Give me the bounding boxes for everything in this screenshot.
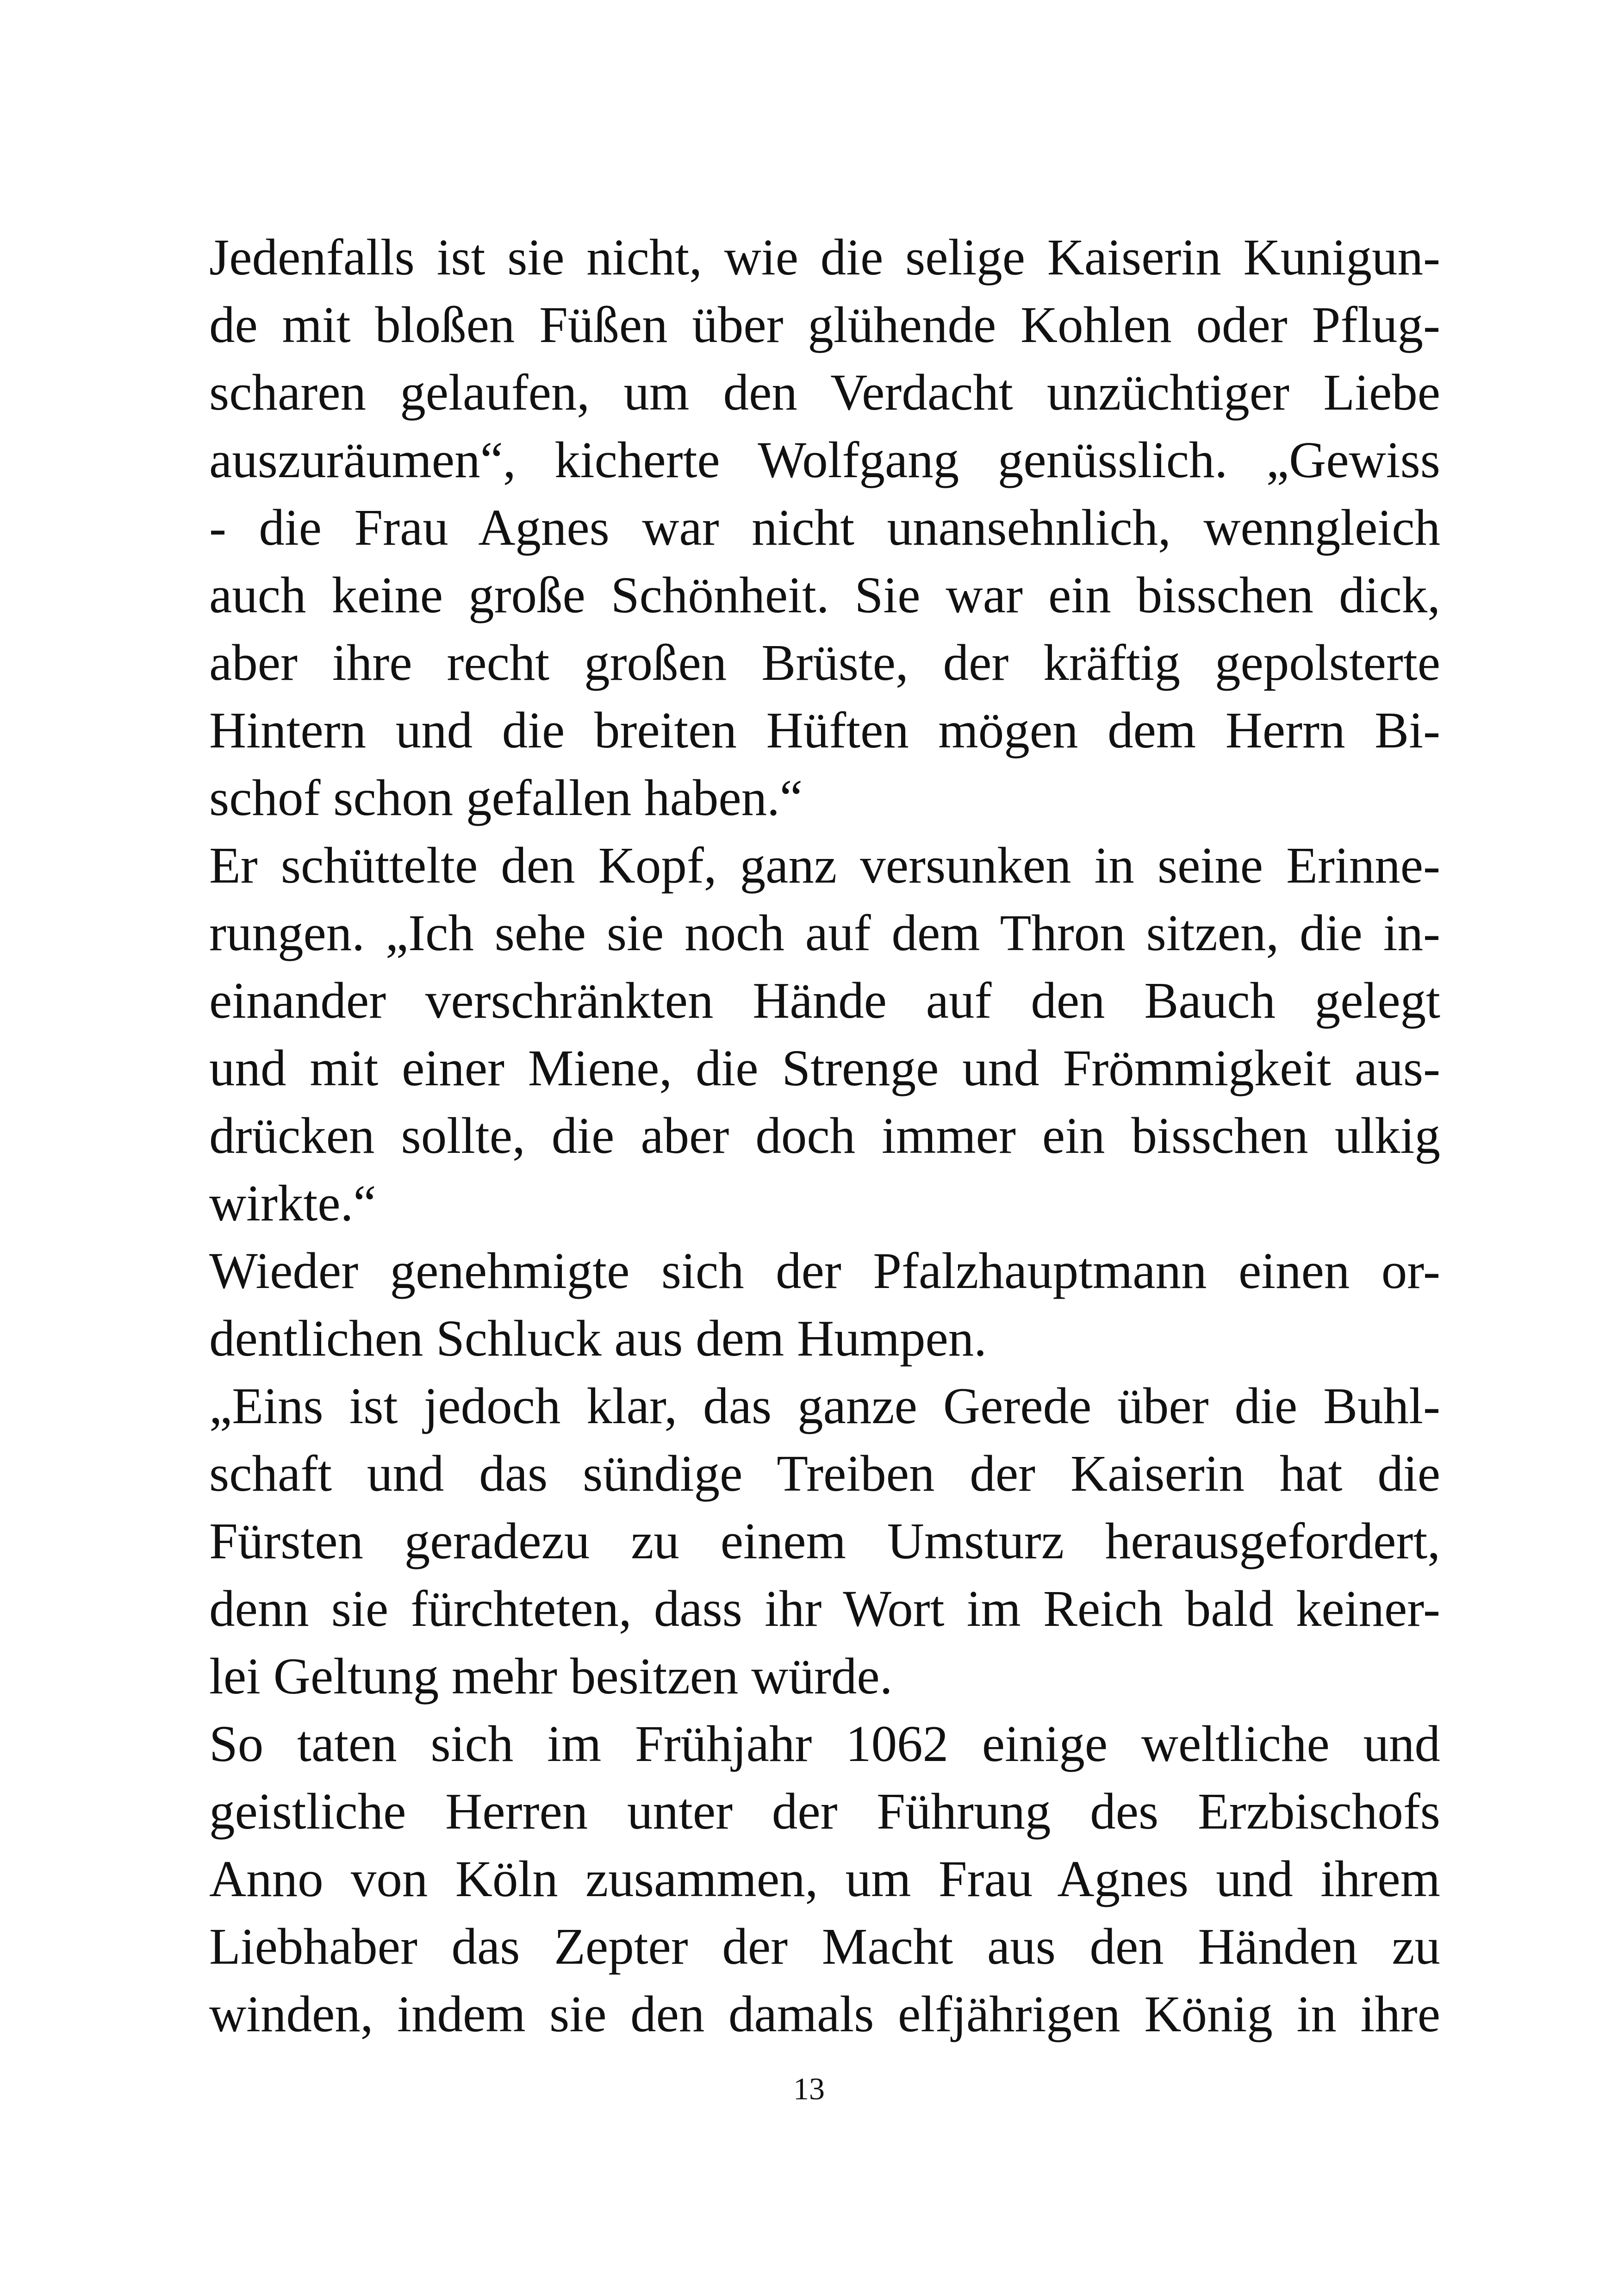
text-line: Hintern und die breiten Hüften mögen dem Herrn Bi- xyxy=(209,702,1440,759)
text-line: schof schon gefallen haben.“ xyxy=(209,770,803,827)
text-line: scharen gelaufen, um den Verdacht unzüchtiger Liebe xyxy=(209,364,1440,421)
text-line: rungen. „Ich sehe sie noch auf dem Thron sitzen, die in- xyxy=(209,905,1440,962)
page-number: 13 xyxy=(793,2071,825,2106)
text-line: Jedenfalls ist sie nicht, wie die selige Kaiserin Kunigun- xyxy=(209,229,1440,286)
text-line: Anno von Köln zusammen, um Frau Agnes und ihrem xyxy=(209,1851,1440,1908)
text-line: So taten sich im Frühjahr 1062 einige weltliche und xyxy=(209,1716,1440,1773)
text-line: dentlichen Schluck aus dem Humpen. xyxy=(209,1310,987,1367)
text-line: schaft und das sündige Treiben der Kaiserin hat die xyxy=(209,1445,1440,1502)
text-line: drücken sollte, die aber doch immer ein bisschen ulkig xyxy=(209,1108,1440,1164)
text-line: Liebhaber das Zepter der Macht aus den Händen zu xyxy=(209,1918,1440,1975)
text-line: lei Geltung mehr besitzen würde. xyxy=(209,1648,893,1705)
text-line: denn sie fürchteten, dass ihr Wort im Reich bald keiner- xyxy=(209,1580,1440,1637)
text-line: geistliche Herren unter der Führung des Erzbischofs xyxy=(209,1783,1440,1840)
text-line: aber ihre recht großen Brüste, der kräftig gepolsterte xyxy=(209,635,1440,691)
text-line: und mit einer Miene, die Strenge und Frömmigkeit aus- xyxy=(209,1040,1440,1097)
text-line: auch keine große Schönheit. Sie war ein bisschen dick, xyxy=(209,567,1440,624)
text-line: wirkte.“ xyxy=(209,1175,376,1232)
text-line: Er schüttelte den Kopf, ganz versunken in seine Erinne- xyxy=(209,837,1440,894)
text-line: Fürsten geradezu zu einem Umsturz herausgefordert, xyxy=(209,1513,1440,1570)
text-line: auszuräumen“, kicherte Wolfgang genüsslich. „Gewiss xyxy=(209,432,1440,489)
text-line: winden, indem sie den damals elfjährigen König in ihre xyxy=(209,1986,1440,2043)
text-line: einander verschränkten Hände auf den Bauch gelegt xyxy=(209,972,1440,1029)
text-line: Wieder genehmigte sich der Pfalzhauptmann einen or- xyxy=(209,1243,1440,1300)
text-line: de mit bloßen Füßen über glühende Kohlen oder Pflug- xyxy=(209,297,1440,354)
text-line: - die Frau Agnes war nicht unansehnlich, wenngleich xyxy=(209,499,1440,556)
body-text xyxy=(209,224,1440,2048)
text-line: „Eins ist jedoch klar, das ganze Gerede über die Buhl- xyxy=(209,1378,1440,1435)
